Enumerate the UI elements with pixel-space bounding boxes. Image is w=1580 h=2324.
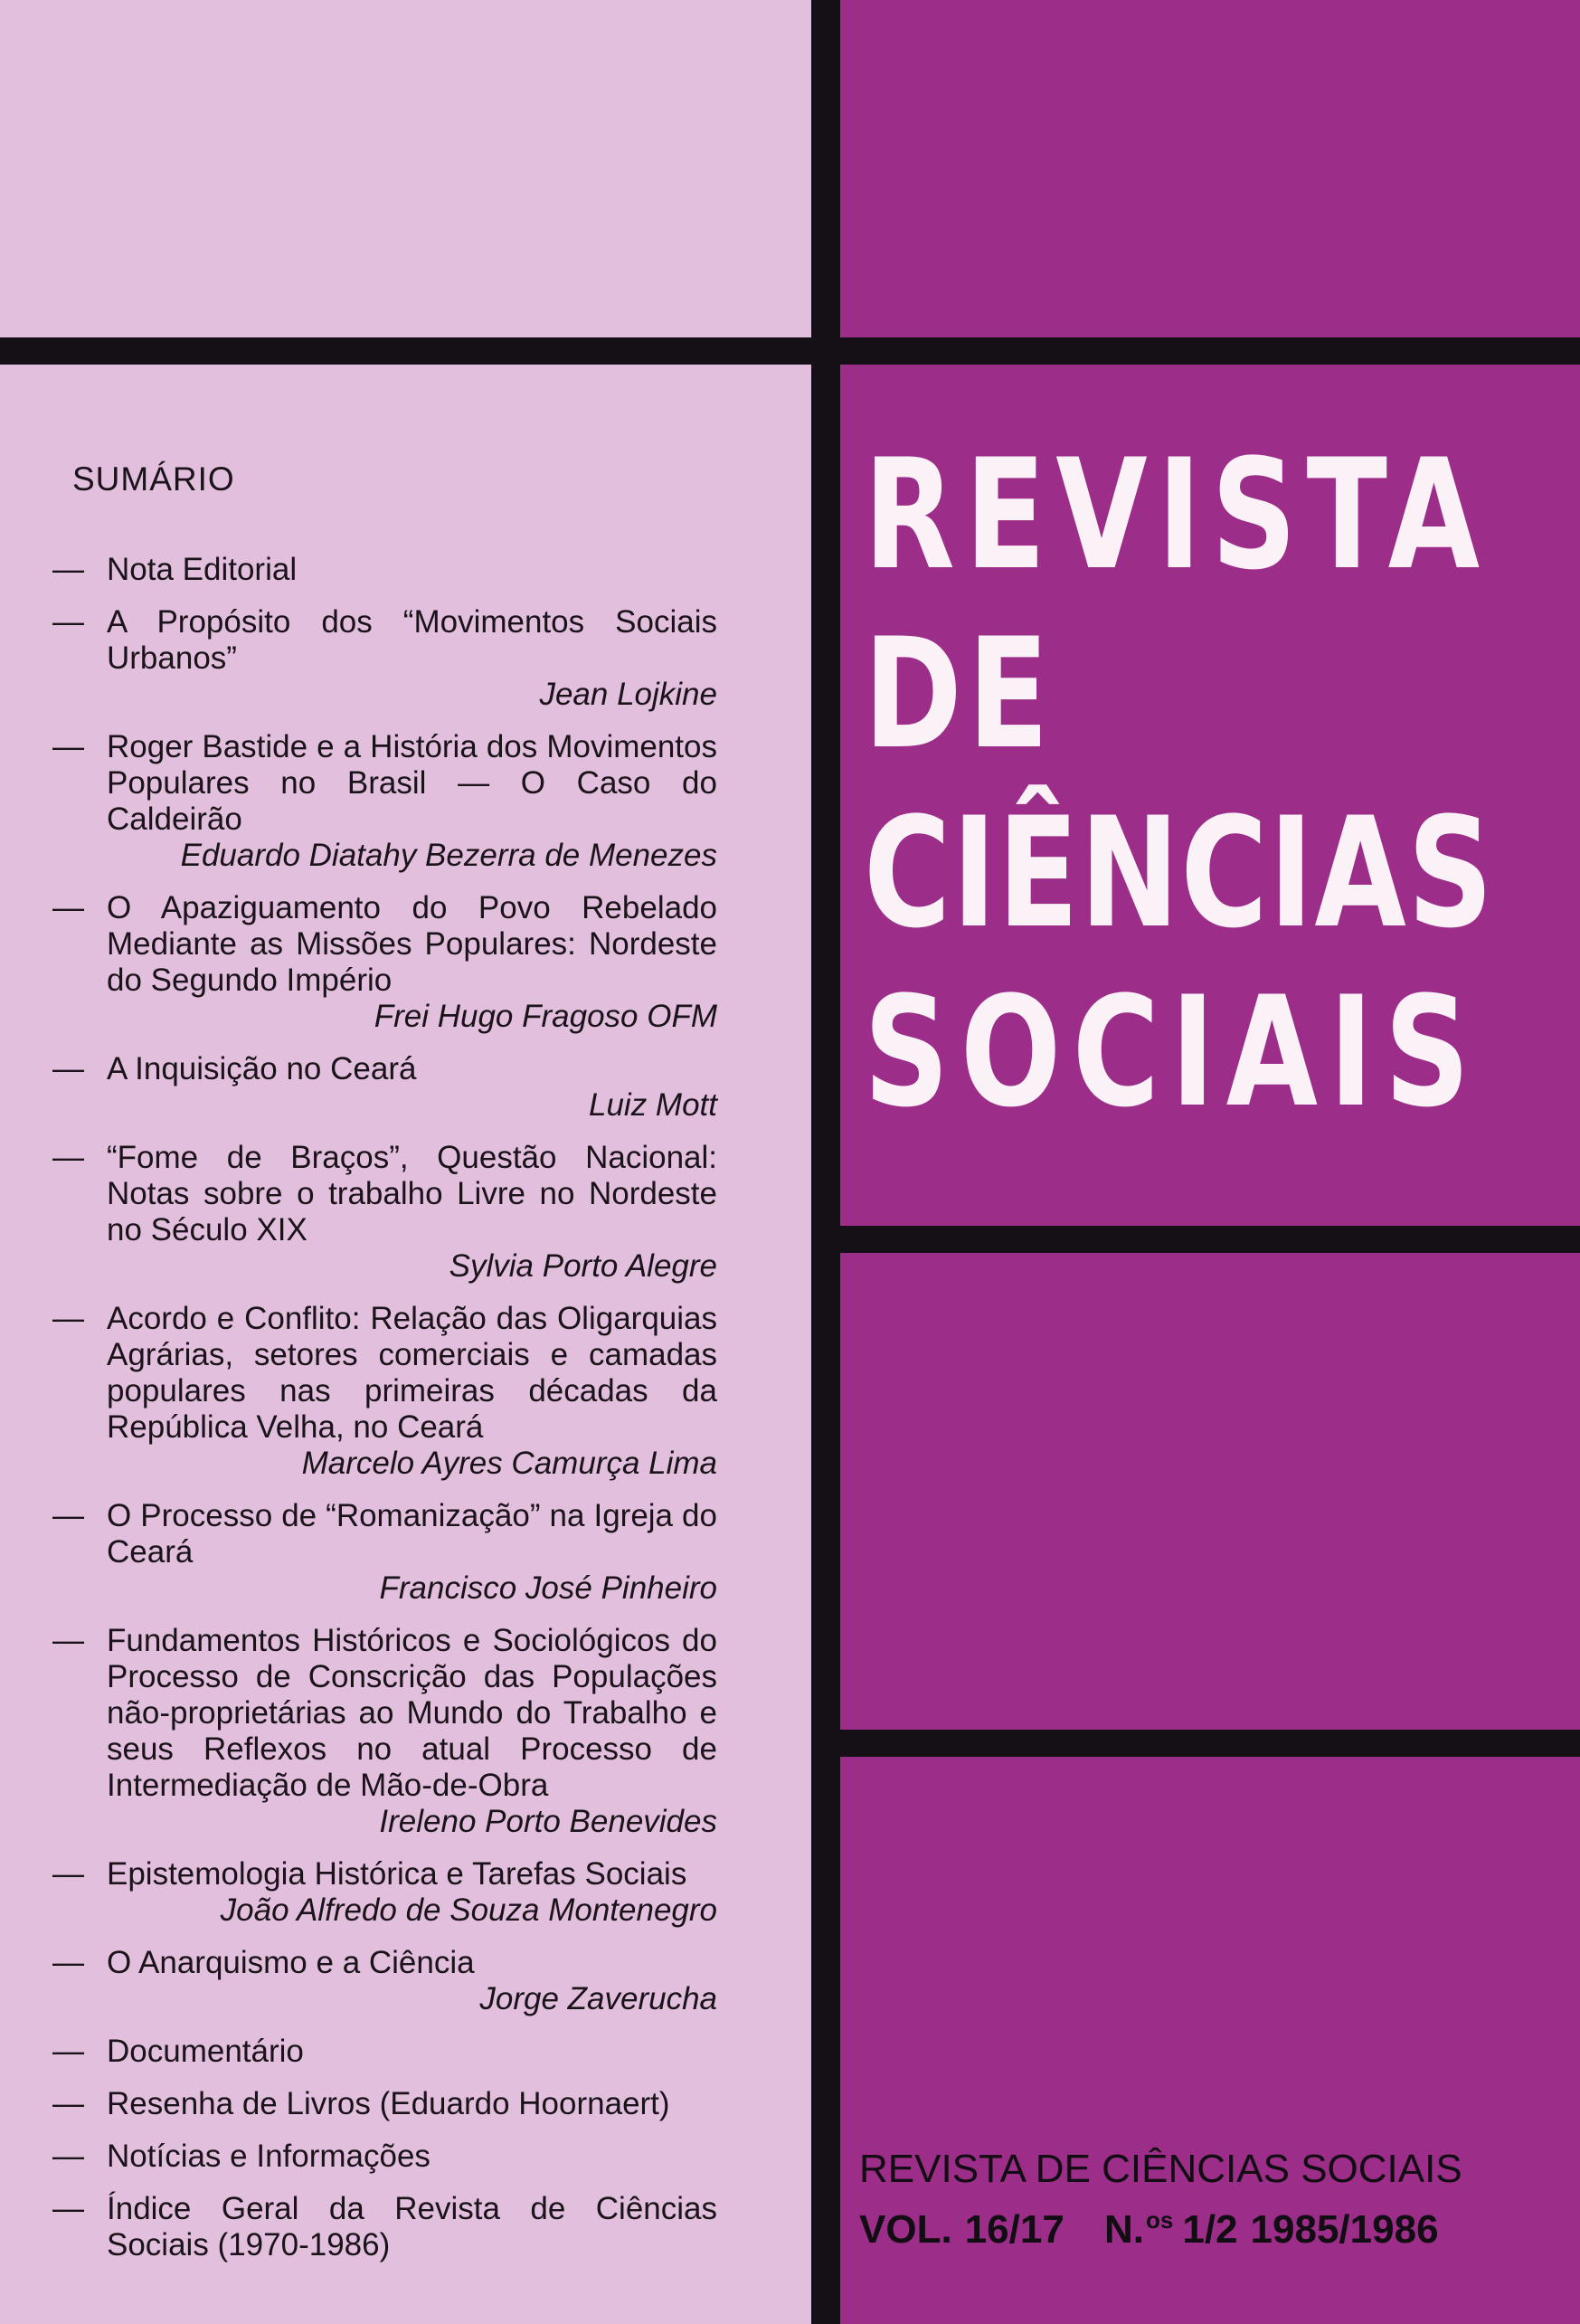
toc-dash: — <box>52 890 84 925</box>
toc-entry-title: A Propósito dos “Movimentos Sociais Urbanos” <box>107 604 717 676</box>
toc-entry-title: Epistemologia Histórica e Tarefas Sociais <box>107 1856 687 1892</box>
toc-entry <box>52 552 717 588</box>
title-line: REVISTA <box>864 426 1490 603</box>
toc-dash: — <box>52 2191 84 2226</box>
toc-entry-title: Resenha de Livros (Eduardo Hoornaert) <box>107 2086 670 2121</box>
title-line: DE <box>864 605 1055 783</box>
footer-journal-name: REVISTA DE CIÊNCIAS SOCIAIS <box>859 2147 1462 2191</box>
toc-entry-author: Eduardo Diatahy Bezerra de Menezes <box>180 838 717 873</box>
toc-dash: — <box>52 1301 84 1336</box>
lower-horizontal-divider <box>823 1730 1580 1757</box>
toc-list <box>52 552 717 2263</box>
volume-label: VOL. <box>859 2206 952 2252</box>
toc-dash: — <box>52 729 84 764</box>
toc-entry-author: Jorge Zaverucha <box>479 1981 717 2016</box>
title-line: CIÊNCIAS <box>864 784 1495 962</box>
number-label-sup: os <box>1146 2206 1174 2234</box>
toc-dash: — <box>52 1051 84 1086</box>
toc-entry-author: Ireleno Porto Benevides <box>379 1804 717 1839</box>
toc-entry-title: Nota Editorial <box>107 552 298 587</box>
toc-entry <box>52 1301 717 1482</box>
journal-title <box>864 425 1495 1142</box>
table-of-contents <box>52 461 717 2280</box>
toc-entry <box>52 604 717 713</box>
toc-entry-title: “Fome de Braços”, Questão Nacional: Notas sobre o trabalho Livre no Nordeste no Século XIX <box>107 1140 717 1247</box>
toc-entry-title: Notícias e Informações <box>107 2139 430 2174</box>
toc-dash: — <box>52 1623 84 1658</box>
footer-volume <box>859 2195 1565 2255</box>
toc-entry <box>52 2139 717 2175</box>
toc-entry <box>52 1945 717 2017</box>
toc-dash: — <box>52 1945 84 1980</box>
volume-number: 16/17 <box>964 2206 1064 2252</box>
number-label: N. <box>1104 2206 1145 2252</box>
toc-entry-author: Francisco José Pinheiro <box>379 1570 717 1606</box>
toc-dash: — <box>52 1498 84 1533</box>
toc-entry-title: O Anarquismo e a Ciência <box>107 1945 475 1980</box>
toc-entry <box>52 1856 717 1929</box>
toc-dash: — <box>52 604 84 640</box>
toc-entry-title: Fundamentos Históricos e Sociológicos do Processo de Conscrição das Populações não-proprietárias ao Mundo do Trabalho e seus Reflexos no atual Processo de Intermediação de Mão-de-Obra <box>107 1623 717 1803</box>
toc-entry-title: O Apaziguamento do Povo Rebelado Mediante as Missões Populares: Nordeste do Segundo Império <box>107 890 717 998</box>
title-line: SOCIAIS <box>864 963 1481 1141</box>
toc-entry-author: Marcelo Ayres Camurça Lima <box>301 1446 717 1481</box>
toc-entry-author: Frei Hugo Fragoso OFM <box>374 999 717 1034</box>
toc-dash: — <box>52 552 84 587</box>
toc-entry <box>52 2191 717 2263</box>
toc-entry <box>52 1498 717 1607</box>
toc-entry-title: Índice Geral da Revista de Ciências Sociais (1970-1986) <box>107 2191 717 2262</box>
top-horizontal-divider <box>0 337 1580 365</box>
toc-entry <box>52 729 717 874</box>
toc-entry-title: Roger Bastide e a História dos Movimentos Populares no Brasil — O Caso do Caldeirão <box>107 729 717 837</box>
toc-entry-title: O Processo de “Romanização” na Igreja do Ceará <box>107 1498 717 1570</box>
toc-entry-author: Jean Lojkine <box>539 677 717 712</box>
toc-entry <box>52 2086 717 2122</box>
issue-info <box>859 2144 1565 2255</box>
toc-dash: — <box>52 2139 84 2174</box>
toc-entry <box>52 1140 717 1285</box>
issue-years: 1985/1986 <box>1250 2206 1439 2252</box>
toc-entry-author: João Alfredo de Souza Montenegro <box>220 1892 717 1928</box>
toc-entry <box>52 1623 717 1840</box>
toc-entry <box>52 1051 717 1124</box>
toc-dash: — <box>52 2034 84 2069</box>
middle-horizontal-divider <box>823 1226 1580 1253</box>
toc-entry-title: Acordo e Conflito: Relação das Oligarquias Agrárias, setores comerciais e camadas populares nas primeiras décadas da República Velha, no Ceará <box>107 1301 717 1445</box>
issue-numbers: 1/2 <box>1182 2206 1238 2252</box>
toc-entry <box>52 2034 717 2070</box>
toc-heading: SUMÁRIO <box>72 460 235 498</box>
toc-dash: — <box>52 1856 84 1892</box>
toc-entry-title: Documentário <box>107 2034 304 2069</box>
toc-dash: — <box>52 1140 84 1175</box>
toc-entry-title: A Inquisição no Ceará <box>107 1051 417 1086</box>
toc-entry-author: Luiz Mott <box>589 1087 717 1123</box>
toc-entry <box>52 890 717 1035</box>
toc-dash: — <box>52 2086 84 2121</box>
toc-entry-author: Sylvia Porto Alegre <box>449 1248 717 1284</box>
